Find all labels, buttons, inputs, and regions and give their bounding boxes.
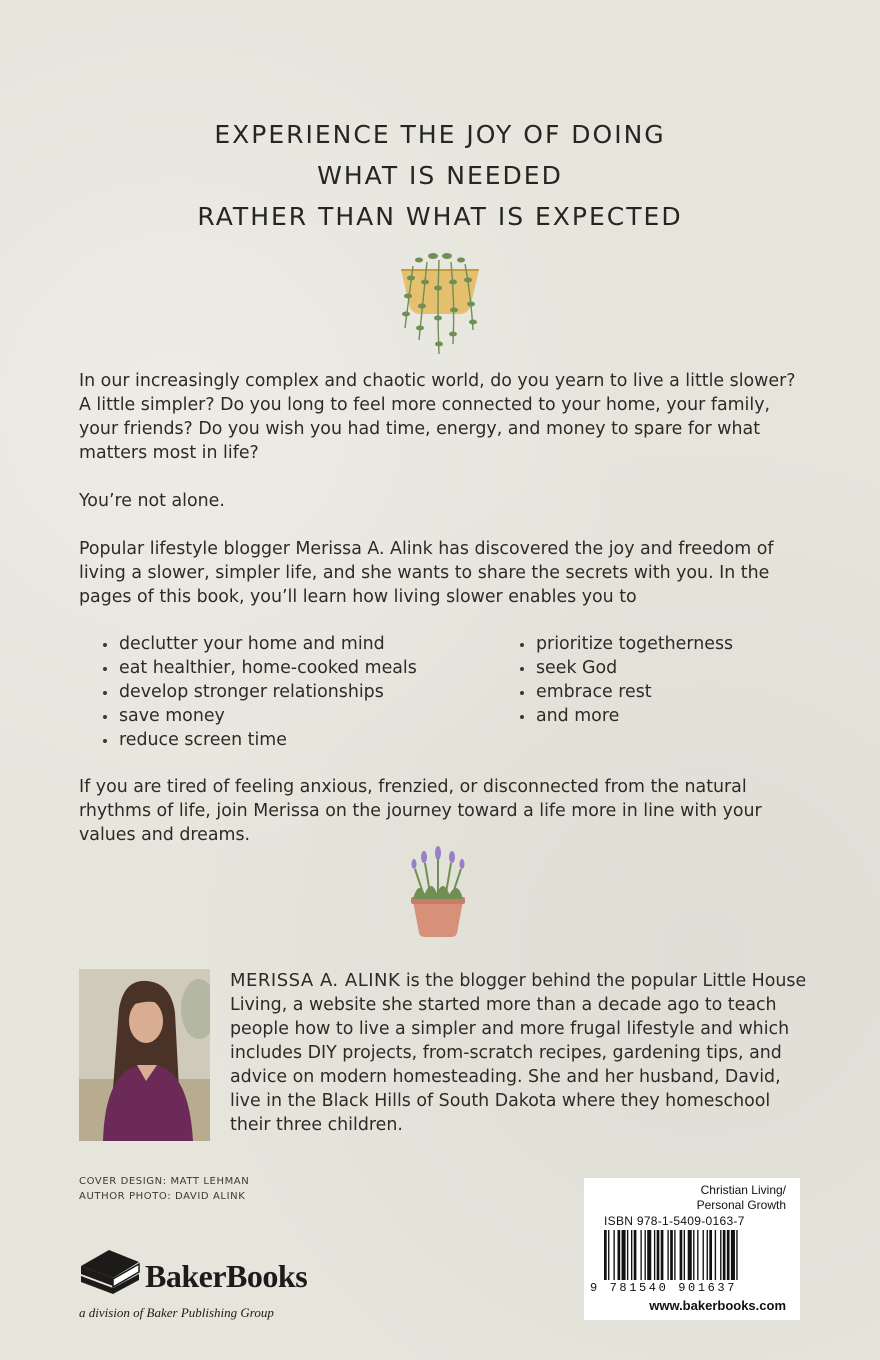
barcode-bar bbox=[645, 1230, 646, 1280]
benefit-item: save money bbox=[99, 704, 417, 728]
barcode-bar bbox=[667, 1230, 668, 1280]
barcode-bar bbox=[709, 1230, 712, 1280]
tagline-line-2: WHAT IS NEEDED bbox=[317, 161, 563, 190]
barcode-bar bbox=[622, 1230, 626, 1280]
author-photo-credit: AUTHOR PHOTO: DAVID ALINK bbox=[79, 1191, 246, 1202]
barcode-bar bbox=[634, 1230, 637, 1280]
category-line-1: Christian Living/ bbox=[700, 1183, 786, 1197]
tagline-line-1: EXPERIENCE THE JOY OF DOING bbox=[214, 120, 666, 149]
benefits-list-left bbox=[99, 632, 417, 752]
category-line-2: Personal Growth bbox=[696, 1198, 786, 1212]
barcode-bar bbox=[647, 1230, 651, 1280]
barcode-bar bbox=[720, 1230, 721, 1280]
barcode-bar bbox=[674, 1230, 675, 1280]
barcode-bar bbox=[657, 1230, 660, 1280]
barcode-digits: 9 781540 901637 bbox=[590, 1281, 738, 1295]
barcode-bar bbox=[693, 1230, 694, 1280]
barcode-bar bbox=[640, 1230, 641, 1280]
publisher-name: BakerBooks bbox=[145, 1258, 308, 1294]
publisher-logo bbox=[79, 1242, 369, 1324]
closing-paragraph: If you are tired of feeling anxious, frenzied, or disconnected from the natural rhythms of life, join Merissa on the journey toward a life more in line with your values and dreams. bbox=[79, 777, 762, 845]
benefit-item: seek God bbox=[516, 656, 733, 680]
intro-paragraph-3: Popular lifestyle blogger Merissa A. Alink has discovered the joy and freedom of living a slower, simpler life, and she wants to share the secrets with you. In the pages of this book, you’ll learn how living slower enables you to bbox=[79, 539, 774, 607]
publisher-division: a division of Baker Publishing Group bbox=[79, 1305, 274, 1320]
barcode-bar bbox=[688, 1230, 692, 1280]
benefit-item: eat healthier, home-cooked meals bbox=[99, 656, 417, 680]
benefits-list-right bbox=[516, 632, 733, 728]
barcode-label bbox=[584, 1178, 800, 1320]
barcode-bar bbox=[608, 1230, 609, 1280]
benefit-item: and more bbox=[516, 704, 733, 728]
barcode-bar bbox=[697, 1230, 698, 1280]
lavender-pot-illustration bbox=[405, 843, 471, 939]
tagline-line-3: RATHER THAN WHAT IS EXPECTED bbox=[197, 202, 683, 231]
barcode-bar bbox=[613, 1230, 614, 1280]
intro-paragraph-2: You’re not alone. bbox=[79, 491, 225, 511]
barcode-bar bbox=[631, 1230, 632, 1280]
publisher-url: www.bakerbooks.com bbox=[649, 1298, 786, 1313]
author-bio bbox=[230, 969, 810, 1137]
intro-paragraph-1: In our increasingly complex and chaotic world, do you yearn to live a little slower? A little simpler? Do you long to feel more connected to your home, your family, your friends? Do you wish you had time, energy, and money to spare for what matters most in life? bbox=[79, 371, 796, 463]
barcode-bar bbox=[727, 1230, 730, 1280]
barcode-bar bbox=[736, 1230, 737, 1280]
benefit-item: develop stronger relationships bbox=[99, 680, 417, 704]
benefit-item: declutter your home and mind bbox=[99, 632, 417, 656]
barcode-bar bbox=[604, 1230, 607, 1280]
author-bio-text: is the blogger behind the popular Little House Living, a website she started more than a decade ago to teach people how to live a simpler and more frugal lifestyle and which includes DIY projects, from-scratch recipes, gardening tips, and advice on modern homesteading. She and her husband, David, live in the Black Hills of South Dakota where they homeschool their three children. bbox=[230, 971, 807, 1135]
credits bbox=[79, 1174, 249, 1204]
barcode-bar bbox=[654, 1230, 655, 1280]
barcode-bar bbox=[723, 1230, 726, 1280]
barcode-bar bbox=[627, 1230, 628, 1280]
cover-design-credit: COVER DESIGN: MATT LEHMAN bbox=[79, 1176, 250, 1187]
barcode-bar bbox=[684, 1230, 685, 1280]
benefit-item: embrace rest bbox=[516, 680, 733, 704]
barcode-bar bbox=[670, 1230, 673, 1280]
hanging-plant-illustration bbox=[393, 248, 487, 358]
barcode-bar bbox=[715, 1230, 716, 1280]
barcode bbox=[602, 1230, 782, 1282]
barcode-bar bbox=[703, 1230, 704, 1280]
book-stack-icon bbox=[79, 1246, 141, 1294]
barcode-bar bbox=[731, 1230, 735, 1280]
barcode-bar bbox=[680, 1230, 683, 1280]
barcode-bar bbox=[661, 1230, 664, 1280]
barcode-bar bbox=[707, 1230, 708, 1280]
isbn-text: ISBN 978-1-5409-0163-7 bbox=[604, 1214, 745, 1228]
category-label bbox=[697, 1183, 786, 1213]
author-photo bbox=[79, 969, 210, 1141]
author-name: MERISSA A. ALINK bbox=[230, 970, 401, 991]
barcode-bar bbox=[618, 1230, 621, 1280]
tagline bbox=[0, 114, 880, 237]
benefit-item: reduce screen time bbox=[99, 728, 417, 752]
benefit-item: prioritize togetherness bbox=[516, 632, 733, 656]
